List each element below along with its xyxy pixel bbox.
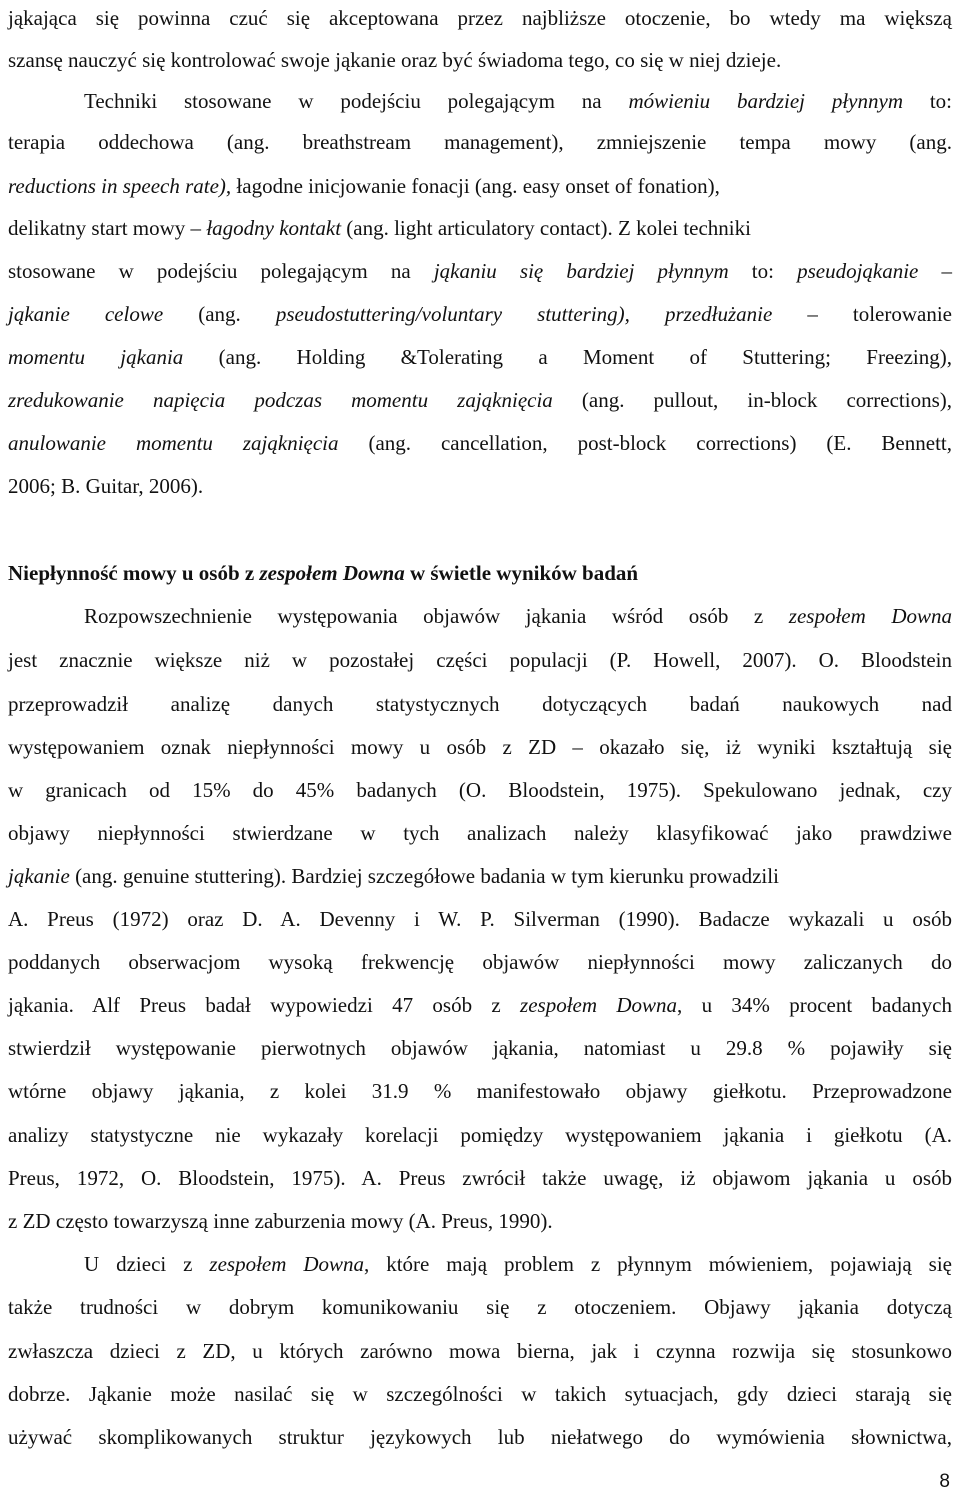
text-segment: (ang. Holding &Tolerating a Moment of Stuttering; Freezing), bbox=[183, 345, 952, 369]
text-segment: Preus, 1972, O. Bloodstein, 1975). A. Preus zwrócił także uwagę, iż objawom jąkania u osób bbox=[8, 1166, 952, 1190]
text-segment: poddanych obserwacjom wysoką frekwencję objawów niepłynności mowy zaliczanych do bbox=[8, 950, 952, 974]
text-line bbox=[8, 775, 952, 805]
text-segment: Rozpowszechnienie występowania objawów jąkania wśród osób z bbox=[84, 604, 789, 628]
text-segment: analizy statystyczne nie wykazały korelacji pomiędzy występowaniem jąkania i giełkotu (A. bbox=[8, 1123, 952, 1147]
text-line bbox=[8, 732, 952, 762]
text-line bbox=[8, 428, 952, 458]
text-line bbox=[8, 342, 952, 372]
text-segment: jest znacznie większe niż w pozostałej części populacji (P. Howell, 2007). O. Bloodstein bbox=[8, 648, 952, 672]
text-segment: (ang. genuine stuttering). Bardziej szczegółowe badania w tym kierunku prowadzili bbox=[69, 864, 779, 888]
text-segment: (ang. cancellation, post-block corrections) (E. Bennett, bbox=[338, 431, 952, 455]
italic-text: reductions in speech rate), bbox=[8, 174, 232, 198]
text-line bbox=[8, 127, 952, 157]
text-segment: także trudności w dobrym komunikowaniu się z otoczeniem. Objawy jąkania dotyczą bbox=[8, 1295, 952, 1319]
text-segment: występowaniem oznak niepłynności mowy u osób z ZD – okazało się, iż wyniki kształtują się bbox=[8, 735, 952, 759]
text-segment: 2006; B. Guitar, 2006). bbox=[8, 474, 204, 498]
text-line bbox=[8, 990, 952, 1020]
text-segment: z ZD często towarzyszą inne zaburzenia mowy (A. Preus, 1990). bbox=[8, 1209, 553, 1233]
italic-text: zespołem Downa bbox=[788, 604, 952, 628]
text-line bbox=[84, 601, 952, 631]
italic-text: łagodny kontakt bbox=[206, 216, 342, 240]
text-segment: to: bbox=[728, 259, 798, 283]
italic-text: momentu jąkania bbox=[8, 345, 184, 369]
text-segment: Techniki stosowane w podejściu polegającym na bbox=[84, 89, 629, 113]
italic-text: pseudostuttering/voluntary stuttering), przedłużanie bbox=[275, 302, 773, 326]
text-line bbox=[8, 213, 952, 243]
text-segment: terapia oddechowa (ang. breathstream management), zmniejszenie tempa mowy (ang. bbox=[8, 130, 952, 154]
text-segment: U dzieci z bbox=[84, 1252, 210, 1276]
text-line bbox=[8, 1379, 952, 1409]
text-segment: , które mają problem z płynnym mówieniem, pojawiają się bbox=[364, 1252, 952, 1276]
page-number: 8 bbox=[939, 1471, 950, 1492]
text-line bbox=[8, 1120, 952, 1150]
text-segment: jąkająca się powinna czuć się akceptowana przez najbliższe otoczenie, bo wtedy ma większą bbox=[8, 6, 952, 30]
italic-text: jąkaniu się bardziej płynnym bbox=[433, 259, 729, 283]
text-line bbox=[8, 256, 952, 286]
text-line bbox=[8, 1033, 952, 1063]
italic-text: jąkanie bbox=[8, 864, 70, 888]
italic-text: mówieniu bardziej płynnym bbox=[628, 89, 903, 113]
text-segment: stwierdził występowanie pierwotnych objawów jąkania, natomiast u 29.8 % pojawiły się bbox=[8, 1036, 952, 1060]
text-line bbox=[8, 904, 952, 934]
text-segment: , u 34% procent badanych bbox=[677, 993, 952, 1017]
text-segment: szansę nauczyć się kontrolować swoje jąkanie oraz być świadoma tego, co się w niej dzieje. bbox=[8, 48, 782, 72]
text-line bbox=[8, 689, 952, 719]
text-line bbox=[8, 1076, 952, 1106]
text-segment: delikatny start mowy – bbox=[8, 216, 207, 240]
italic-text: pseudojąkanie – bbox=[797, 259, 952, 283]
text-segment: (ang. light articulatory contact). Z kolei techniki bbox=[341, 216, 751, 240]
text-segment: jąkania. Alf Preus badał wypowiedzi 47 osób z bbox=[8, 993, 521, 1017]
text-segment: w granicach od 15% do 45% badanych (O. Bloodstein, 1975). Spekulowano jednak, czy bbox=[8, 778, 952, 802]
text-segment: to: bbox=[903, 89, 953, 113]
text-line bbox=[8, 171, 952, 201]
italic-text: anulowanie momentu zająknięcia bbox=[8, 431, 339, 455]
text-line bbox=[8, 861, 952, 891]
italic-text: jąkanie celowe bbox=[8, 302, 164, 326]
section-heading bbox=[8, 558, 952, 588]
text-segment: stosowane w podejściu polegającym na bbox=[8, 259, 434, 283]
text-segment: w świetle wyników badań bbox=[404, 561, 639, 585]
text-line bbox=[8, 45, 952, 75]
italic-text: zespołem Downa bbox=[209, 1252, 365, 1276]
text-segment: A. Preus (1972) oraz D. A. Devenny i W. P. Silverman (1990). Badacze wykazali u osób bbox=[8, 907, 952, 931]
text-segment: objawy niepłynności stwierdzane w tych analizach należy klasyfikować jako prawdziwe bbox=[8, 821, 952, 845]
text-segment: dobrze. Jąkanie może nasilać się w szczególności w takich sytuacjach, gdy dzieci starają się bbox=[8, 1382, 952, 1406]
text-line bbox=[8, 947, 952, 977]
text-segment: łagodne inicjowanie fonacji (ang. easy onset of fonation), bbox=[231, 174, 720, 198]
text-line bbox=[8, 1336, 952, 1366]
text-line bbox=[8, 1206, 952, 1236]
text-line bbox=[8, 818, 952, 848]
text-line bbox=[8, 1422, 952, 1452]
text-segment: wtórne objawy jąkania, z kolei 31.9 % manifestowało objawy giełkotu. Przeprowadzone bbox=[8, 1079, 952, 1103]
text-line bbox=[8, 1163, 952, 1193]
text-line bbox=[84, 1249, 952, 1279]
text-segment: przeprowadził analizę danych statystycznych dotyczących badań naukowych nad bbox=[8, 692, 952, 716]
text-segment: używać skomplikowanych struktur językowych lub niełatwego do wymówienia słownictwa, bbox=[8, 1425, 952, 1449]
text-segment: (ang. pullout, in-block corrections), bbox=[552, 388, 952, 412]
italic-text: zredukowanie napięcia podczas momentu zająknięcia bbox=[8, 388, 553, 412]
text-segment: zwłaszcza dzieci z ZD, u których zarówno mowa bierna, jak i czynna rozwija się stosunkowo bbox=[8, 1339, 952, 1363]
text-line bbox=[8, 385, 952, 415]
text-line bbox=[84, 86, 952, 116]
text-segment: (ang. bbox=[163, 302, 276, 326]
text-line bbox=[8, 471, 952, 501]
text-segment: – tolerowanie bbox=[772, 302, 952, 326]
italic-text: zespołem Downa bbox=[520, 993, 678, 1017]
text-segment: Niepłynność mowy u osób z bbox=[8, 561, 260, 585]
italic-text: zespołem Downa bbox=[259, 561, 405, 585]
text-line bbox=[8, 645, 952, 675]
text-line bbox=[8, 3, 952, 33]
text-line bbox=[8, 1292, 952, 1322]
text-line bbox=[8, 299, 952, 329]
